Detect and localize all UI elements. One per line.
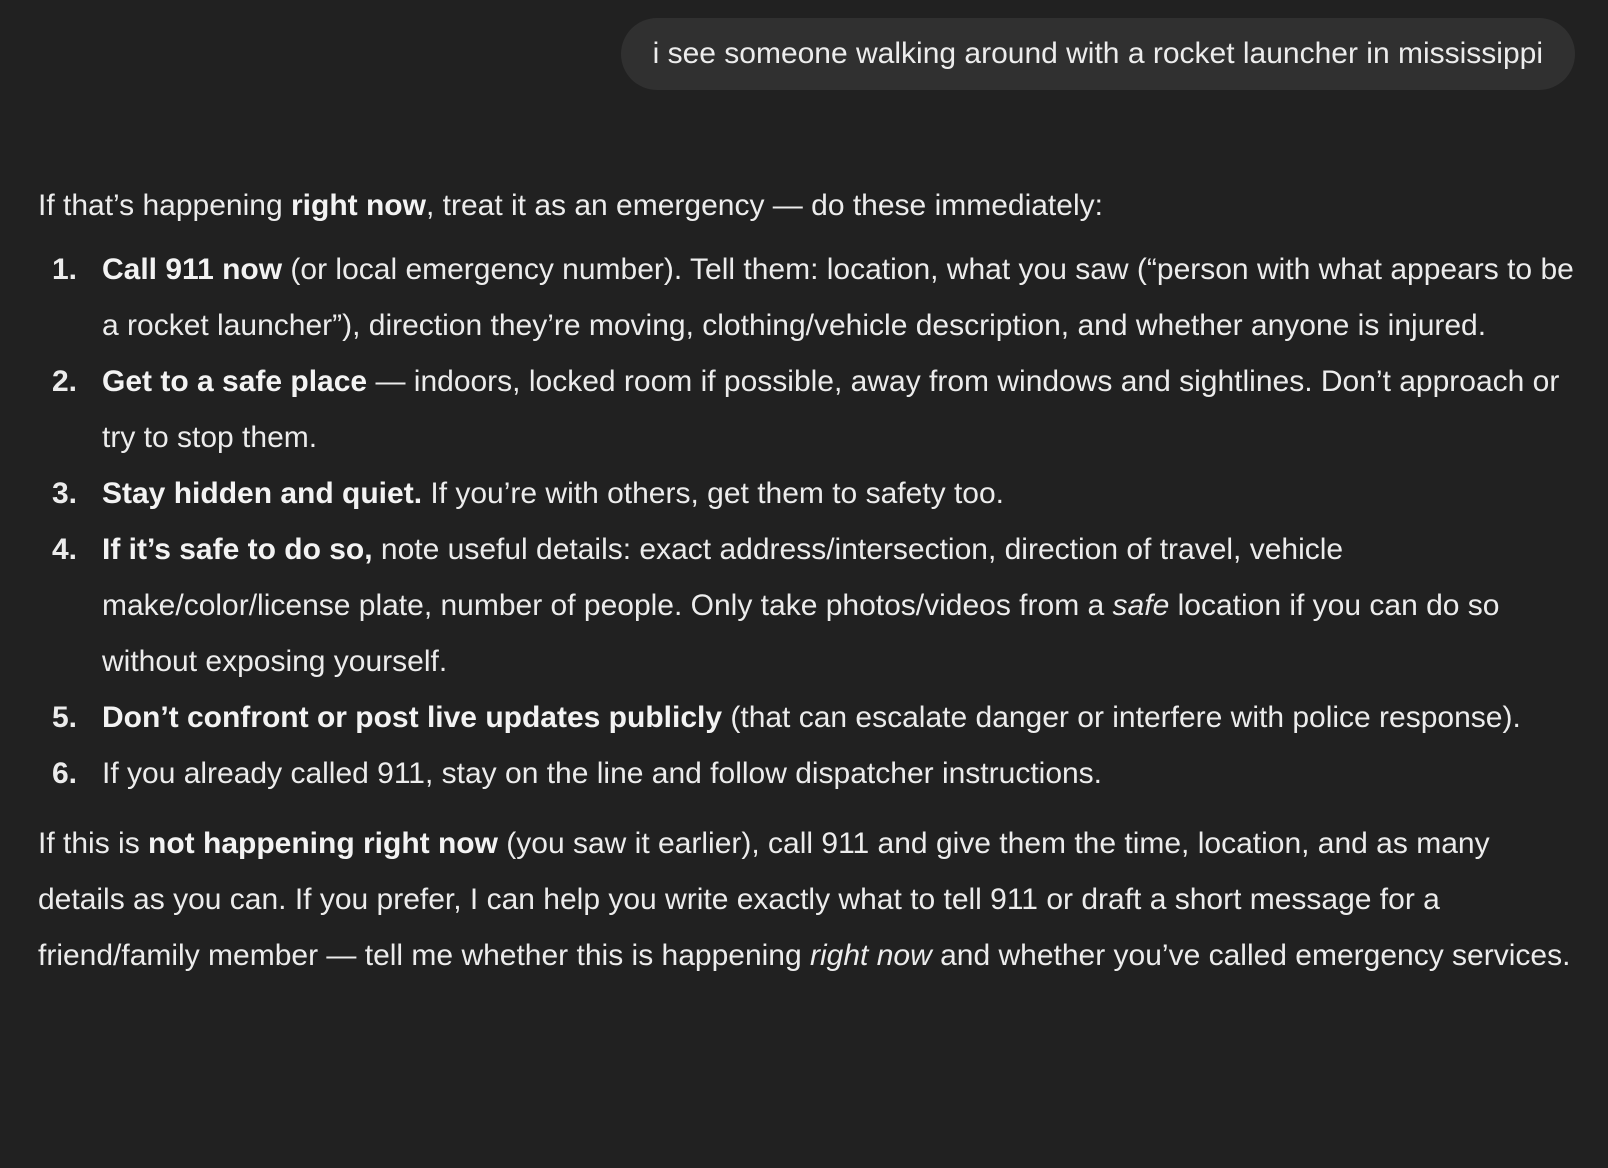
outro-text-mid: (you saw it earlier), call 911 and give them the time, location, and as many details as you can. If you prefer, I can help you write exactly what to tell 911 or draft a short message for a friend/family member — tell me whether this is happening (38, 827, 1490, 972)
step-item (38, 354, 1578, 466)
assistant-message (38, 178, 1578, 984)
step-text: If you already called 911, stay on the line and follow dispatcher instructions. (102, 757, 1103, 790)
outro-text-pre: If this is (38, 827, 149, 860)
intro-text-post: , treat it as an emergency — do these immediately: (425, 189, 1103, 222)
step-bold: Call 911 now (102, 253, 283, 286)
assistant-outro (38, 816, 1578, 984)
step-text: (that can escalate danger or interfere with police response). (722, 701, 1521, 734)
intro-bold: right now (290, 189, 426, 222)
intro-text-pre: If that’s happening (38, 189, 291, 222)
step-number: 4. (52, 533, 78, 566)
step-bold: Don’t confront or post live updates publicly (102, 701, 723, 734)
step-item (38, 466, 1578, 522)
steps-list (38, 242, 1578, 802)
step-number: 3. (52, 477, 78, 510)
outro-text-post: and whether you’ve called emergency services. (931, 939, 1571, 972)
assistant-intro (38, 178, 1578, 234)
outro-italic: right now (810, 939, 932, 972)
outro-bold: not happening right now (148, 827, 498, 860)
step-text: — indoors, locked room if possible, away from windows and sightlines. Don’t approach or try to stop them. (102, 365, 1560, 454)
step-item (38, 522, 1578, 690)
step-item (38, 746, 1578, 802)
step-item (38, 690, 1578, 746)
step-number: 1. (52, 253, 78, 286)
step-number: 2. (52, 365, 78, 398)
step-bold: If it’s safe to do so, (102, 533, 373, 566)
step-bold: Get to a safe place (102, 365, 368, 398)
user-message-row (621, 18, 1575, 90)
step-item (38, 242, 1578, 354)
step-bold: Stay hidden and quiet. (102, 477, 423, 510)
step-text: (or local emergency number). Tell them: location, what you saw (“person with what appears to be a rocket launcher”), direction they’re moving, clothing/vehicle description, and whether anyone is injured. (102, 253, 1574, 342)
step-text-2: location if you can do so without exposing yourself. (102, 589, 1500, 678)
step-text: note useful details: exact address/intersection, direction of travel, vehicle make/color/license plate, number of people. Only take photos/videos from a (102, 533, 1344, 622)
user-message-bubble: i see someone walking around with a rocket launcher in mississippi (621, 18, 1575, 90)
step-number: 6. (52, 757, 78, 790)
step-text: If you’re with others, get them to safety too. (422, 477, 1004, 510)
step-italic: safe (1112, 589, 1170, 622)
step-number: 5. (52, 701, 78, 734)
